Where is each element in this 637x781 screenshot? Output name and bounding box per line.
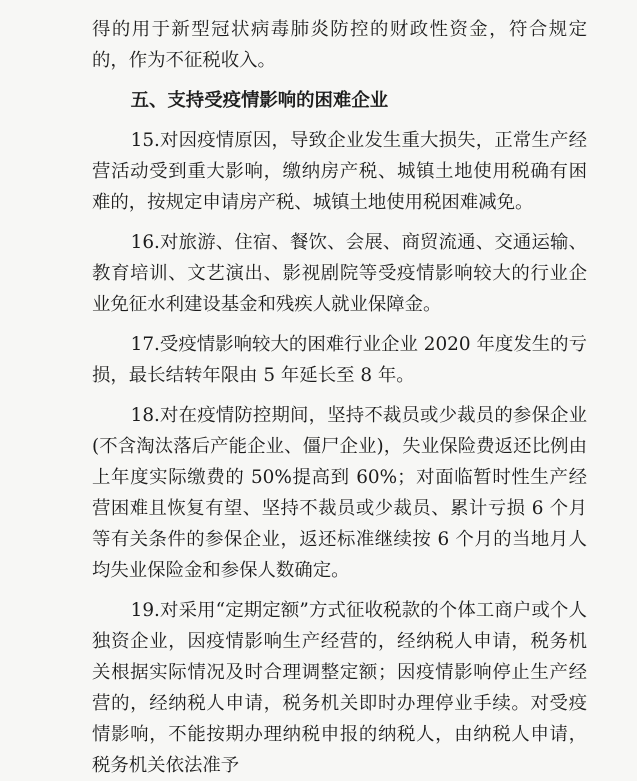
spacer (92, 320, 587, 329)
paragraph-item-18: 18.对在疫情防控期间，坚持不裁员或少裁员的参保企业(不含淘汰落后产能企业、僵尸企业)，失业保险费返还比例由上年度实际缴费的 50%提高到 60%；对面临暂时性生产经营困难且恢复有望、坚持不裁员或少裁员、累计亏损 6 个月等有关条件的参保企业，返还标准继续按 6 个月的当地月人均失业保险金和参保人数确定。 (92, 405, 587, 581)
spacer (92, 116, 587, 125)
paragraph-item-19: 19.对采用“定期定额”方式征收税款的个体工商户或个人独资企业，因疫情影响生产经营的，经纳税人申请，税务机关根据实际情况及时合理调整定额；因疫情影响停止生产经营的，经纳税人申请，税务机关即时办理停业手续。对受疫情影响，不能按期办理纳税申报的纳税人，由纳税人申请，税务机关依法准予 (92, 600, 587, 776)
paragraph-continuation: 得的用于新型冠状病毒肺炎防控的财政性资金，符合规定的，作为不征税收入。 (92, 19, 587, 71)
paragraph-item-17: 17.受疫情影响较大的困难行业企业 2020 年度发生的亏损，最长结转年限由 5 年延长至 8 年。 (92, 334, 587, 386)
paragraph-item-16: 16.对旅游、住宿、餐饮、会展、商贸流通、交通运输、教育培训、文艺演出、影视剧院等受疫情影响较大的行业企业免征水利建设基金和残疾人就业保障金。 (92, 232, 587, 315)
spacer (92, 391, 587, 400)
paragraph-item-15: 15.对因疫情原因，导致企业发生重大损失，正常生产经营活动受到重大影响，缴纳房产税、城镇土地使用税确有困难的，按规定申请房产税、城镇土地使用税困难减免。 (92, 130, 587, 213)
spacer (92, 586, 587, 595)
spacer (92, 76, 587, 85)
spacer (92, 218, 587, 227)
section-heading: 五、支持受疫情影响的困难企业 (130, 90, 389, 111)
